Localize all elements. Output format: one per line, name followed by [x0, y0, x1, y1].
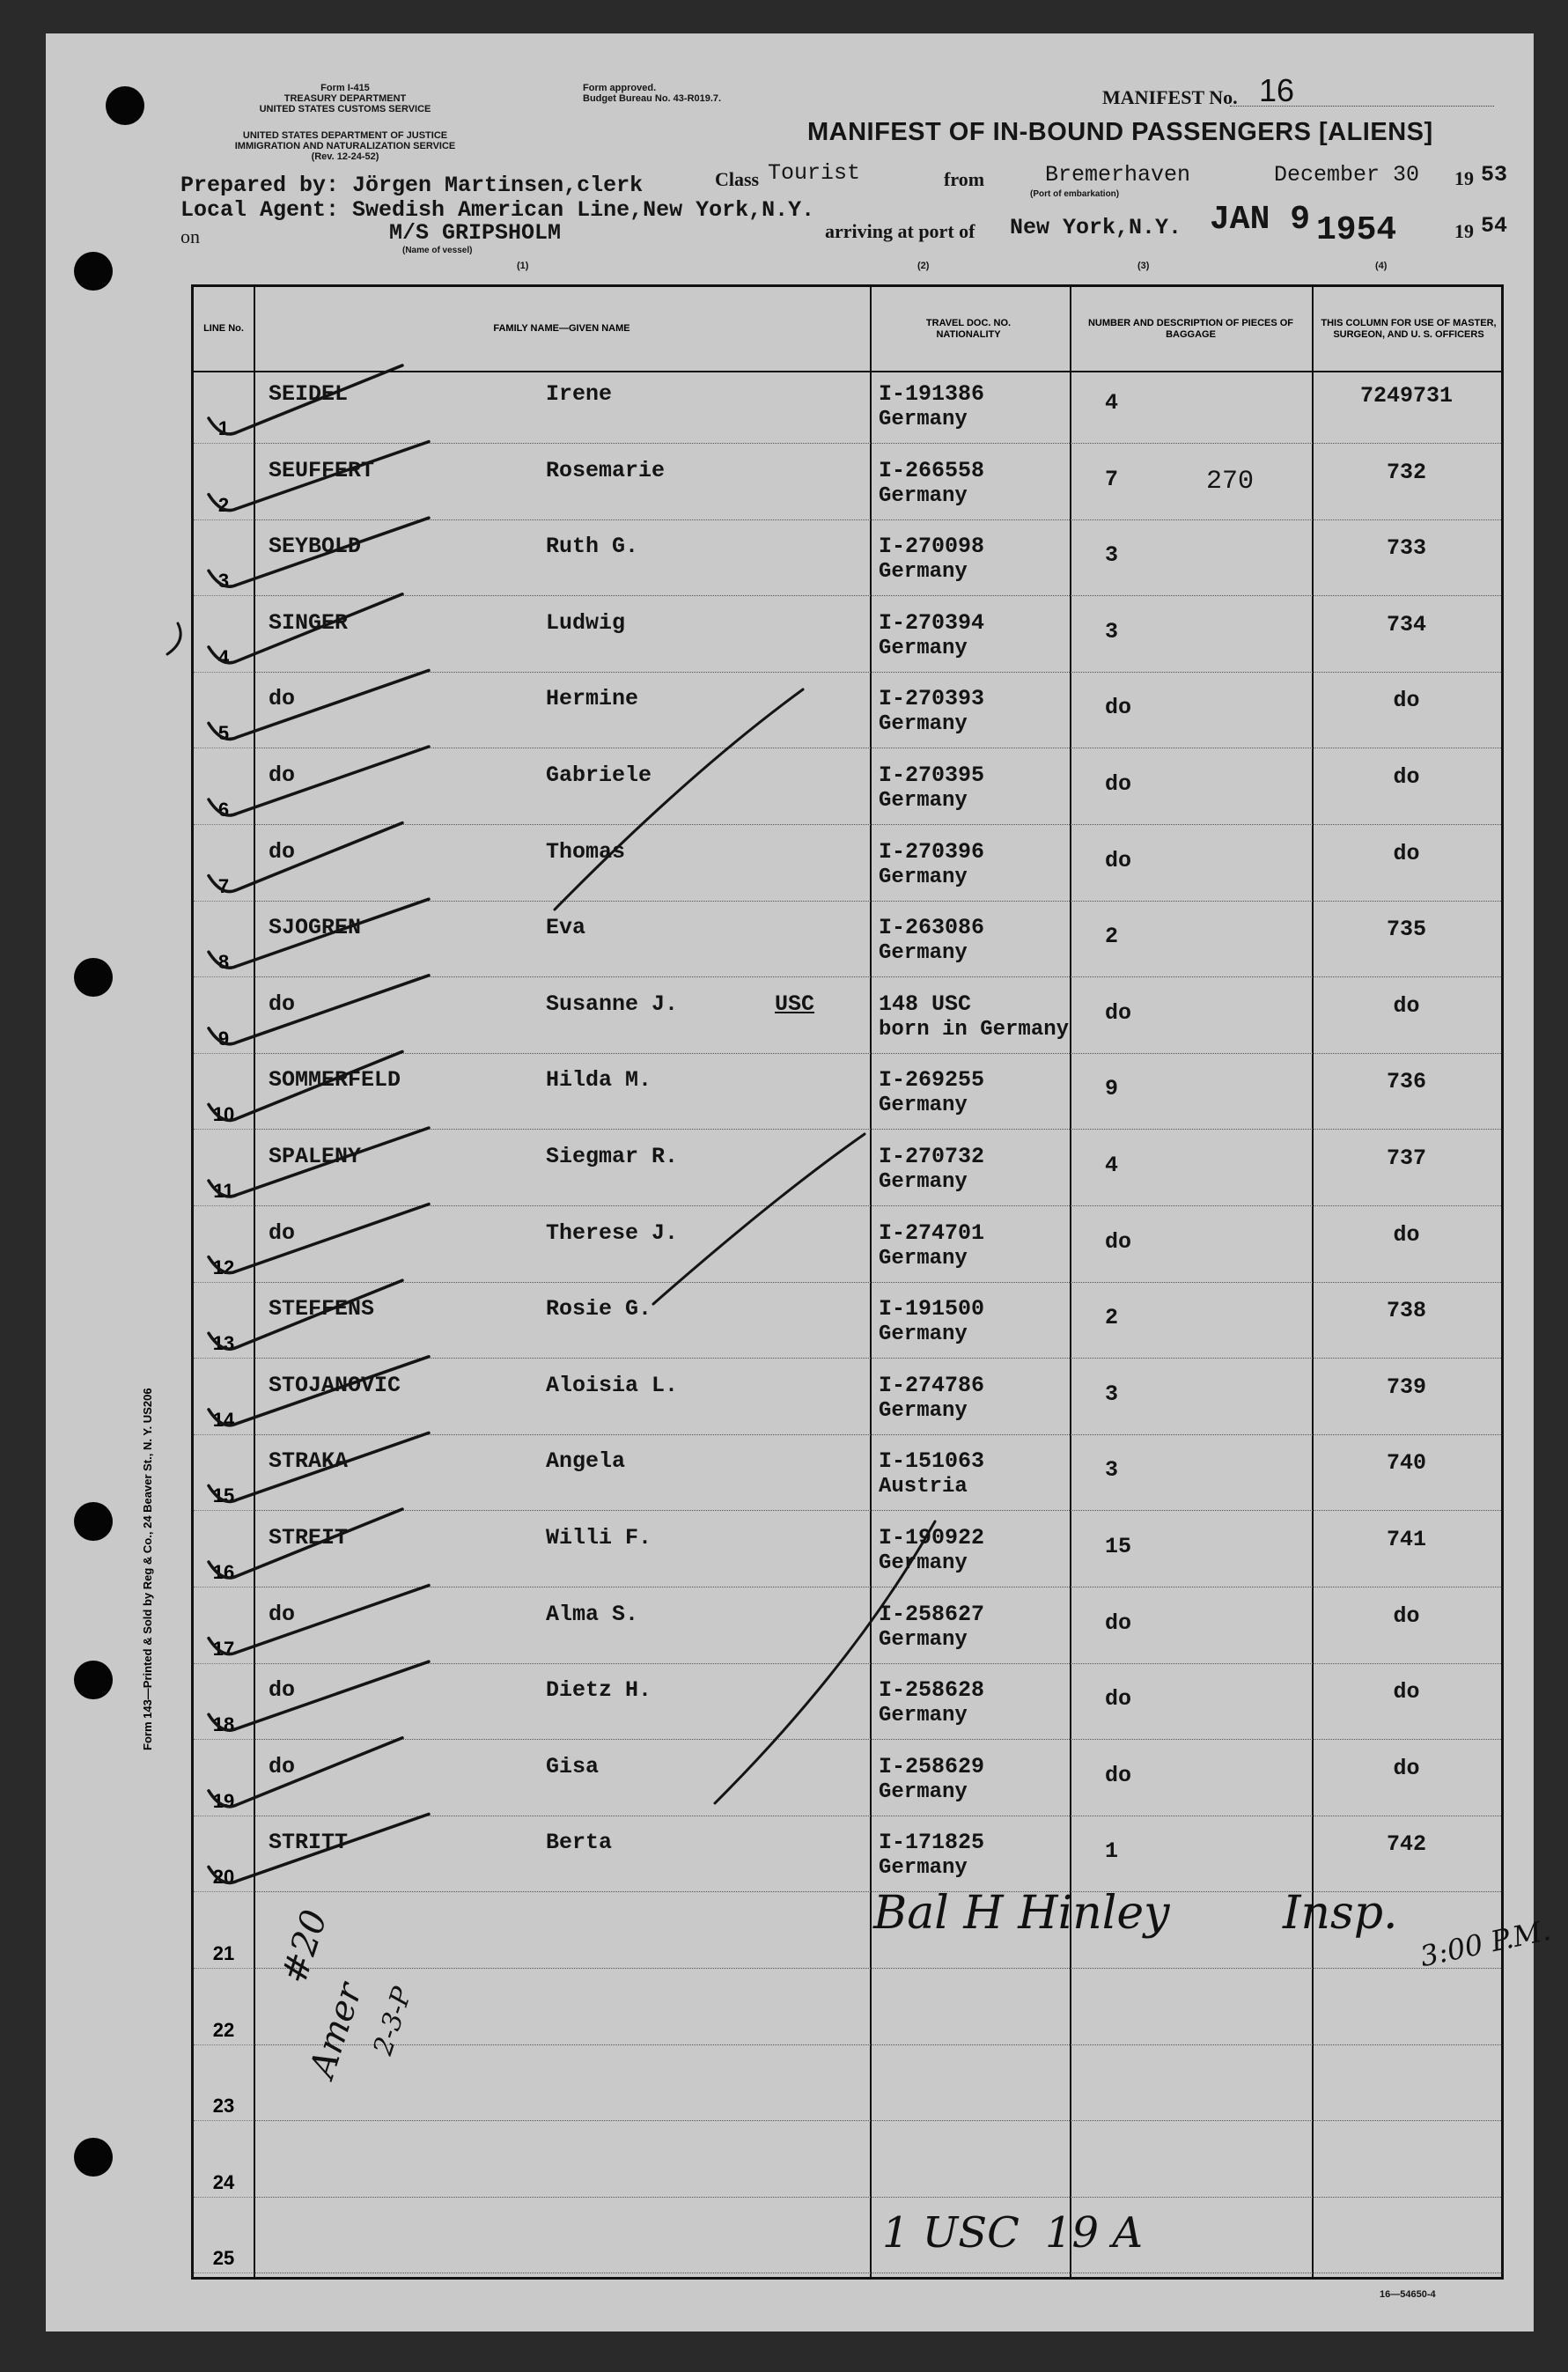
- given-name: Thomas: [546, 838, 626, 865]
- line-number: 5: [217, 722, 230, 745]
- checkmark: [209, 365, 402, 434]
- nationality: Germany: [879, 1246, 968, 1271]
- line-number: 21: [212, 1942, 235, 1964]
- form-number: Form I-415: [320, 83, 370, 93]
- class-value: Tourist: [768, 160, 861, 186]
- family-name: STOJANOVIC: [269, 1372, 401, 1398]
- checkmark: [209, 747, 429, 815]
- family-name: do: [269, 686, 296, 712]
- given-name: Dietz H.: [546, 1677, 652, 1704]
- checkmark: [209, 823, 402, 892]
- officer-entry: do: [1393, 840, 1420, 866]
- baggage-count: 2: [1105, 1305, 1119, 1331]
- family-name: SPALENY: [269, 1144, 362, 1169]
- line-number: 20: [212, 1866, 235, 1889]
- family-name: SEYBOLD: [269, 534, 362, 560]
- year-to: 54: [1481, 213, 1508, 239]
- nationality: Germany: [879, 1170, 968, 1194]
- header-name: FAMILY NAME—GIVEN NAME: [493, 323, 630, 334]
- inspector-title: Insp.: [1283, 1887, 1398, 1940]
- given-name: Irene: [546, 381, 613, 407]
- nationality: Germany: [879, 789, 968, 813]
- nationality: Germany: [879, 560, 968, 585]
- checkmark: [209, 1357, 429, 1425]
- baggage-count: do: [1105, 1610, 1132, 1636]
- family-name: SEUFFERT: [269, 457, 375, 483]
- checkmark: [209, 1586, 429, 1654]
- arrival-port: New York,N.Y.: [1010, 215, 1182, 240]
- travel-doc-no: 148 USC: [879, 991, 972, 1017]
- baggage-count: 3: [1105, 1457, 1119, 1484]
- checkmark: [209, 1814, 429, 1882]
- given-name: Gabriele: [546, 762, 652, 788]
- line-number: 13: [212, 1332, 235, 1355]
- travel-doc-no: I-270098: [879, 534, 985, 560]
- checkmark: [209, 1204, 429, 1273]
- checkmark: [209, 1280, 402, 1349]
- family-name: SEIDEL: [269, 381, 349, 407]
- manifest-title: MANIFEST OF IN-BOUND PASSENGERS [ALIENS]: [807, 118, 1433, 146]
- checkmark: [209, 1051, 402, 1120]
- nationality: Germany: [879, 1627, 968, 1652]
- officer-entry: 738: [1386, 1298, 1426, 1324]
- nationality: Germany: [879, 636, 968, 660]
- col-num-1: (1): [517, 261, 529, 271]
- travel-doc-no: I-258627: [879, 1601, 985, 1627]
- line-number: 24: [212, 2170, 235, 2193]
- officer-entry: 733: [1386, 535, 1426, 562]
- given-name: Ludwig: [546, 609, 626, 636]
- checkmark: [209, 594, 402, 663]
- baggage-count: 15: [1105, 1534, 1132, 1559]
- officer-entry: do: [1393, 1221, 1420, 1248]
- ins: IMMIGRATION AND NATURALIZATION SERVICE: [234, 141, 456, 151]
- nationality: Germany: [879, 1094, 968, 1118]
- form-footer: 16—54650-4: [1380, 2289, 1436, 2300]
- line-number: 14: [212, 1408, 235, 1431]
- on-label: on: [180, 225, 200, 247]
- officer-entry: 7249731: [1359, 383, 1454, 409]
- officer-entry: 742: [1386, 1831, 1426, 1858]
- nationality: Germany: [879, 865, 968, 889]
- manifest-number: 16: [1259, 72, 1295, 108]
- line-number: 2: [217, 493, 230, 516]
- baggage-count: 3: [1105, 1381, 1119, 1407]
- nationality: Germany: [879, 1779, 968, 1804]
- nationality: Germany: [879, 483, 968, 508]
- given-name: Berta: [546, 1830, 613, 1856]
- given-name: Eva: [546, 915, 586, 941]
- header-line-no: LINE No.: [203, 323, 244, 334]
- travel-doc-no: I-171825: [879, 1830, 985, 1856]
- arrival-stamp: JAN 9: [1210, 201, 1311, 239]
- given-name: Siegmar R.: [546, 1144, 679, 1169]
- baggage-count: 3: [1105, 542, 1119, 569]
- vessel-caption: (Name of vessel): [402, 246, 473, 255]
- family-name: do: [269, 1601, 296, 1627]
- header-officers: THIS COLUMN FOR USE OF MASTER, SURGEON, AND U. S. OFFICERS: [1321, 317, 1497, 340]
- line-number: 11: [213, 1180, 234, 1202]
- travel-doc-no: I-258628: [879, 1677, 985, 1704]
- line-number: 16: [212, 1561, 235, 1583]
- baggage-count: do: [1105, 1228, 1132, 1255]
- year-from-prefix: 19: [1454, 167, 1474, 189]
- travel-doc-no: I-190922: [879, 1525, 985, 1551]
- year-from: 53: [1481, 162, 1508, 188]
- departure-date: December 30: [1274, 162, 1420, 188]
- baggage-count: 4: [1105, 390, 1119, 416]
- family-name: SOMMERFELD: [269, 1067, 401, 1094]
- baggage-count: do: [1105, 1686, 1132, 1713]
- officer-entry: do: [1393, 1602, 1420, 1629]
- given-name: Angela: [546, 1448, 626, 1475]
- baggage-count: do: [1105, 1762, 1132, 1788]
- baggage-count: 2: [1105, 924, 1119, 950]
- checkmark: [209, 1433, 429, 1501]
- travel-doc-no: I-263086: [879, 915, 985, 941]
- travel-doc-no: I-266558: [879, 457, 985, 483]
- line-number: 10: [212, 1103, 235, 1126]
- checkmark: [209, 1509, 402, 1578]
- baggage-count: do: [1105, 999, 1132, 1026]
- officer-entry: do: [1393, 992, 1420, 1019]
- prepared-by: Prepared by: Jörgen Martinsen,clerk: [180, 173, 644, 198]
- travel-doc-no: I-274701: [879, 1219, 985, 1246]
- header-travel-doc: TRAVEL DOC. NO. NATIONALITY: [925, 317, 1012, 340]
- baggage-count: 9: [1105, 1076, 1119, 1102]
- officer-entry: do: [1393, 764, 1420, 790]
- baggage-count: 1: [1105, 1838, 1119, 1865]
- line-number: 7: [217, 874, 230, 897]
- family-name: STEFFENS: [269, 1296, 375, 1322]
- given-name: Rosie G.: [546, 1296, 652, 1322]
- family-name: do: [269, 838, 296, 865]
- checkmark: [209, 1738, 402, 1807]
- given-name: Therese J.: [546, 1219, 679, 1246]
- checkmark: [209, 518, 429, 586]
- checkmark: [209, 899, 429, 968]
- travel-doc-no: I-270396: [879, 838, 985, 865]
- nationality: Germany: [879, 941, 968, 966]
- nationality: Germany: [879, 1704, 968, 1728]
- family-name: do: [269, 762, 296, 788]
- officer-entry: 732: [1386, 459, 1426, 485]
- travel-doc-no: I-270394: [879, 609, 985, 636]
- family-name: SINGER: [269, 609, 349, 636]
- from-value: Bremerhaven: [1045, 162, 1191, 188]
- family-name: STREIT: [269, 1525, 349, 1551]
- given-name: Hermine: [546, 686, 639, 712]
- travel-doc-no: I-151063: [879, 1448, 985, 1475]
- line-number: 22: [212, 2018, 235, 2041]
- line-number: 9: [217, 1027, 230, 1050]
- nationality: Germany: [879, 1551, 968, 1575]
- officer-entry: 737: [1386, 1145, 1426, 1171]
- header-baggage: NUMBER AND DESCRIPTION OF PIECES OF BAGGAGE: [1087, 317, 1294, 340]
- line-number: 4: [217, 645, 230, 668]
- alien-count-total: 19 A: [1045, 2208, 1143, 2258]
- revision: (Rev. 12-24-52): [311, 151, 379, 162]
- family-name: STRITT: [269, 1830, 349, 1856]
- form-approved: Form approved.: [583, 83, 657, 93]
- left-note-date: 2-3-P: [367, 1983, 419, 2059]
- line-number: 6: [217, 799, 230, 821]
- checkmark: [209, 976, 429, 1044]
- handwritten-checkmarks: [46, 33, 1534, 2331]
- manifest-page: [46, 33, 1554, 2331]
- baggage-count: do: [1105, 695, 1132, 721]
- local-agent: Local Agent: Swedish American Line,New York,N.Y.: [180, 197, 815, 223]
- printer-imprint: Form 143—Printed & Sold by Reg & Co., 24 Beaver St., N. Y. US206: [141, 1388, 154, 1750]
- nationality: Germany: [879, 712, 968, 737]
- given-name: Alma S.: [546, 1601, 639, 1627]
- line-number: 18: [212, 1713, 235, 1736]
- travel-doc-no: I-270732: [879, 1144, 985, 1169]
- col-num-3: (3): [1137, 261, 1150, 271]
- line-number: 15: [212, 1484, 235, 1507]
- nationality: Germany: [879, 408, 968, 431]
- officer-entry: 741: [1386, 1527, 1426, 1552]
- arriving-label: arriving at port of: [825, 220, 975, 242]
- inspection-time: 3:00 P.M.: [1417, 1912, 1554, 1974]
- officer-entry: do: [1393, 1679, 1420, 1705]
- arrival-stamp-year: 1954: [1316, 211, 1397, 249]
- left-note-amer: Amer: [301, 1978, 371, 2083]
- given-name: Willi F.: [546, 1525, 652, 1551]
- checkmark: [209, 670, 429, 739]
- year-to-prefix: 19: [1454, 220, 1474, 242]
- col-num-2: (2): [917, 261, 930, 271]
- line-number: 12: [212, 1256, 235, 1278]
- given-usc-note: USC: [775, 991, 815, 1017]
- travel-doc-no: I-269255: [879, 1067, 985, 1094]
- travel-doc-no: I-191386: [879, 381, 985, 407]
- embark-caption: (Port of embarkation): [1030, 189, 1120, 199]
- officer-entry: 740: [1386, 1450, 1426, 1477]
- line-number: 23: [212, 2095, 235, 2118]
- family-name: STRAKA: [269, 1448, 349, 1475]
- manifest-label: MANIFEST No.: [1102, 86, 1238, 108]
- line-number: 19: [212, 1789, 235, 1812]
- officer-entry: do: [1393, 688, 1420, 714]
- from-label: from: [944, 168, 985, 190]
- family-name: do: [269, 1753, 296, 1779]
- nationality: Germany: [879, 1856, 968, 1881]
- nationality: Germany: [879, 1322, 968, 1347]
- treasury-department: TREASURY DEPARTMENT: [283, 93, 407, 104]
- nationality: born in Germany: [879, 1017, 1070, 1042]
- baggage-count: 7: [1105, 466, 1119, 492]
- officer-entry: do: [1393, 1755, 1420, 1781]
- inspector-signature: Bal H Hinley: [873, 1887, 1170, 1940]
- officer-entry: 734: [1386, 611, 1426, 637]
- baggage-count: 4: [1105, 1153, 1119, 1178]
- given-name: Hilda M.: [546, 1067, 652, 1094]
- officer-entry: 739: [1386, 1374, 1426, 1400]
- dept-of-justice: UNITED STATES DEPARTMENT OF JUSTICE: [242, 130, 448, 141]
- baggage-note: 270: [1206, 466, 1255, 497]
- checkmark: [209, 1661, 429, 1730]
- travel-doc-no: I-258629: [879, 1753, 985, 1779]
- line-number: 25: [212, 2247, 235, 2270]
- col-num-4: (4): [1375, 261, 1388, 271]
- given-name: Rosemarie: [546, 457, 666, 483]
- budget-bureau: Budget Bureau No. 43-R019.7.: [583, 93, 722, 104]
- customs-service: UNITED STATES CUSTOMS SERVICE: [259, 104, 431, 114]
- class-label: Class: [715, 168, 760, 190]
- given-name: Ruth G.: [546, 534, 639, 560]
- family-name: SJOGREN: [269, 915, 362, 941]
- vessel-name: M/S GRIPSHOLM: [389, 220, 562, 246]
- checkmark: [209, 1128, 429, 1197]
- checkmark: [209, 442, 429, 511]
- nationality: Austria: [879, 1475, 968, 1499]
- family-name: do: [269, 1677, 296, 1704]
- travel-doc-no: I-270393: [879, 686, 985, 712]
- baggage-count: do: [1105, 771, 1132, 797]
- nationality: Germany: [879, 1398, 968, 1423]
- line-number: 3: [217, 570, 230, 593]
- left-note-number: #20: [274, 1904, 336, 1989]
- officer-entry: 736: [1386, 1069, 1426, 1095]
- given-name: Susanne J.: [546, 991, 679, 1017]
- baggage-count: do: [1105, 847, 1132, 873]
- baggage-count: 3: [1105, 618, 1119, 645]
- travel-doc-no: I-274786: [879, 1372, 985, 1398]
- usc-total: 1 USC: [882, 2208, 1020, 2258]
- family-name: do: [269, 991, 296, 1017]
- line-number: 8: [217, 951, 230, 974]
- officer-entry: 735: [1386, 917, 1426, 943]
- travel-doc-no: I-270395: [879, 762, 985, 788]
- given-name: Aloisia L.: [546, 1372, 679, 1398]
- travel-doc-no: I-191500: [879, 1296, 985, 1322]
- given-name: Gisa: [546, 1753, 600, 1779]
- family-name: do: [269, 1219, 296, 1246]
- line-number: 1: [217, 417, 230, 439]
- line-number: 17: [212, 1637, 235, 1660]
